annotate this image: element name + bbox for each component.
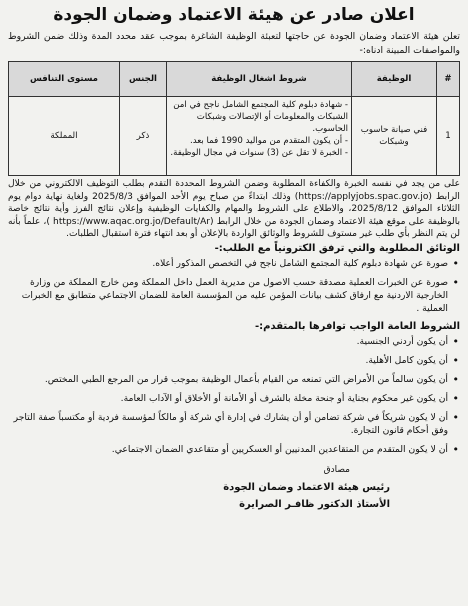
approved-label: مصادق (323, 464, 350, 475)
cell-num: 1 (437, 97, 460, 176)
apply-text-1: على من يجد في نفسه الخبرة والكفاءة المطلوبة وضمن الشروط المحددة التقدم بطلب التوظيف الالكتروني من خلال الرابط (8, 179, 460, 202)
header-level: مستوى التنافس (9, 62, 120, 97)
list-item: • صورة عن الخبرات العملية مصدقة حسب الاصول من مديرية العمل داخل المملكة ومن خارج المملكة من وزارة الخارجية الاردنية مع ارفاق كشف بيانات المؤمن عليه من المؤسسة العامة للضمان الاجتماعي متطابق مع الخبرات العملية . (8, 276, 448, 315)
list-item: • أن يكون أردني الجنسية. (8, 335, 448, 348)
signer-name: الأستاذ الدكتور ظافـر الصرايرة (239, 498, 390, 510)
announcement-page (8, 4, 460, 598)
cell-level: المملكة (9, 97, 120, 176)
list-item: • أن يكون سالماً من الأمراض التي تمنعه من القيام بأعمال الوظيفة بموجب قرار من المرجع الطبي المختص. (8, 373, 448, 386)
apply-text-3: ، علماً بأنه لن يتم النظر بأي طلب غير مستوف للشروط والوثائق الواردة بالإعلان أو بعد انتهاء فترة استقبال الطلبات. (8, 216, 460, 239)
list-item: • أن يكون كامل الأهلية. (8, 354, 448, 367)
condition-line: - أن يكون المتقدم من مواليد 1990 فما بعد. (190, 136, 348, 146)
table-row (9, 97, 460, 176)
apply-text-2: وذلك ابتداءً من صباح يوم الأحد الموافق 2025/8/3 ولغاية نهاية دوام يوم الثلاثاء الموافق 2025/8/12، والاطلاع على الشروط والمهام والكفايات الوظيفية وإعلان نتائج الفرز وأية نتائج خاصة بالوظيفة على موقع هيئة الاعتماد وضمان الجودة من خلال الرابط (8, 191, 460, 227)
header-job: الوظيفة (352, 62, 437, 97)
jobs-table-header (9, 62, 460, 97)
cell-gender: ذكر (120, 97, 167, 176)
header-num: # (437, 62, 460, 97)
header-gender: الجنس (120, 62, 167, 97)
signer-role: رئيس هيئة الاعتماد وضمان الجودة (223, 481, 390, 493)
header-conditions: شروط اشغال الوظيفة (167, 62, 352, 97)
list-item: • أن يكون غير محكوم بجناية أو جنحة مخلة بالشرف أو الأمانة أو الأخلاق أو الآداب العامة. (8, 392, 448, 405)
list-item: • أن لا يكون المتقدم من المتقاعدين المدنيين أو العسكريين أو متقاعدي الضمان الاجتماعي. (8, 443, 448, 456)
docs-list (8, 257, 460, 315)
announcement-title: اعلان صادر عن هيئة الاعتماد وضمان الجودة (53, 5, 415, 25)
condition-line: - الخبرة لا تقل عن (3) سنوات في مجال الوظيفة. (170, 148, 348, 158)
cell-conditions (167, 97, 352, 176)
jobs-table (8, 61, 460, 176)
apply-link[interactable]: (https://applyjobs.spac.gov.jo) (294, 191, 432, 202)
docs-heading: الوثائق المطلوبة والتي ترفق الكترونياً مع الطلب:- (214, 242, 460, 254)
signature-block (8, 462, 460, 513)
condition-line: - شهادة دبلوم كلية المجتمع الشامل ناجح في امن الشبكات والمعلومات أو الإتصالات وشبكات الحاسوب. (173, 100, 348, 134)
general-conditions-list (8, 335, 460, 456)
list-item: • أن لا يكون شريكاً في شركة تضامن أو أن يشارك في إدارة أي شركة أو مالكاً لمؤسسة فردية أو مكتسباً صفة التاجر وفق أحكام قانون التجارة. (8, 411, 448, 437)
intro-paragraph: تعلن هيئة الاعتماد وضمان الجودة عن حاجتها لتعبئة الوظيفة الشاغرة بموجب عقد محدد المدة وذلك ضمن الشروط والمواصفات المبينة ادناه:- (8, 31, 460, 56)
list-item: • صورة عن شهادة دبلوم كلية المجتمع الشامل ناجح في التخصص المذكور أعلاه. (8, 257, 448, 270)
apply-paragraph (8, 178, 460, 241)
aqac-link[interactable]: ( https://www.aqac.org.jo/Default/Ar) (46, 216, 214, 227)
cell-job: فني صيانة حاسوب وشبكات (352, 97, 437, 176)
general-heading: الشروط العامة الواجب توافرها بالمتقدم:- (254, 320, 460, 332)
